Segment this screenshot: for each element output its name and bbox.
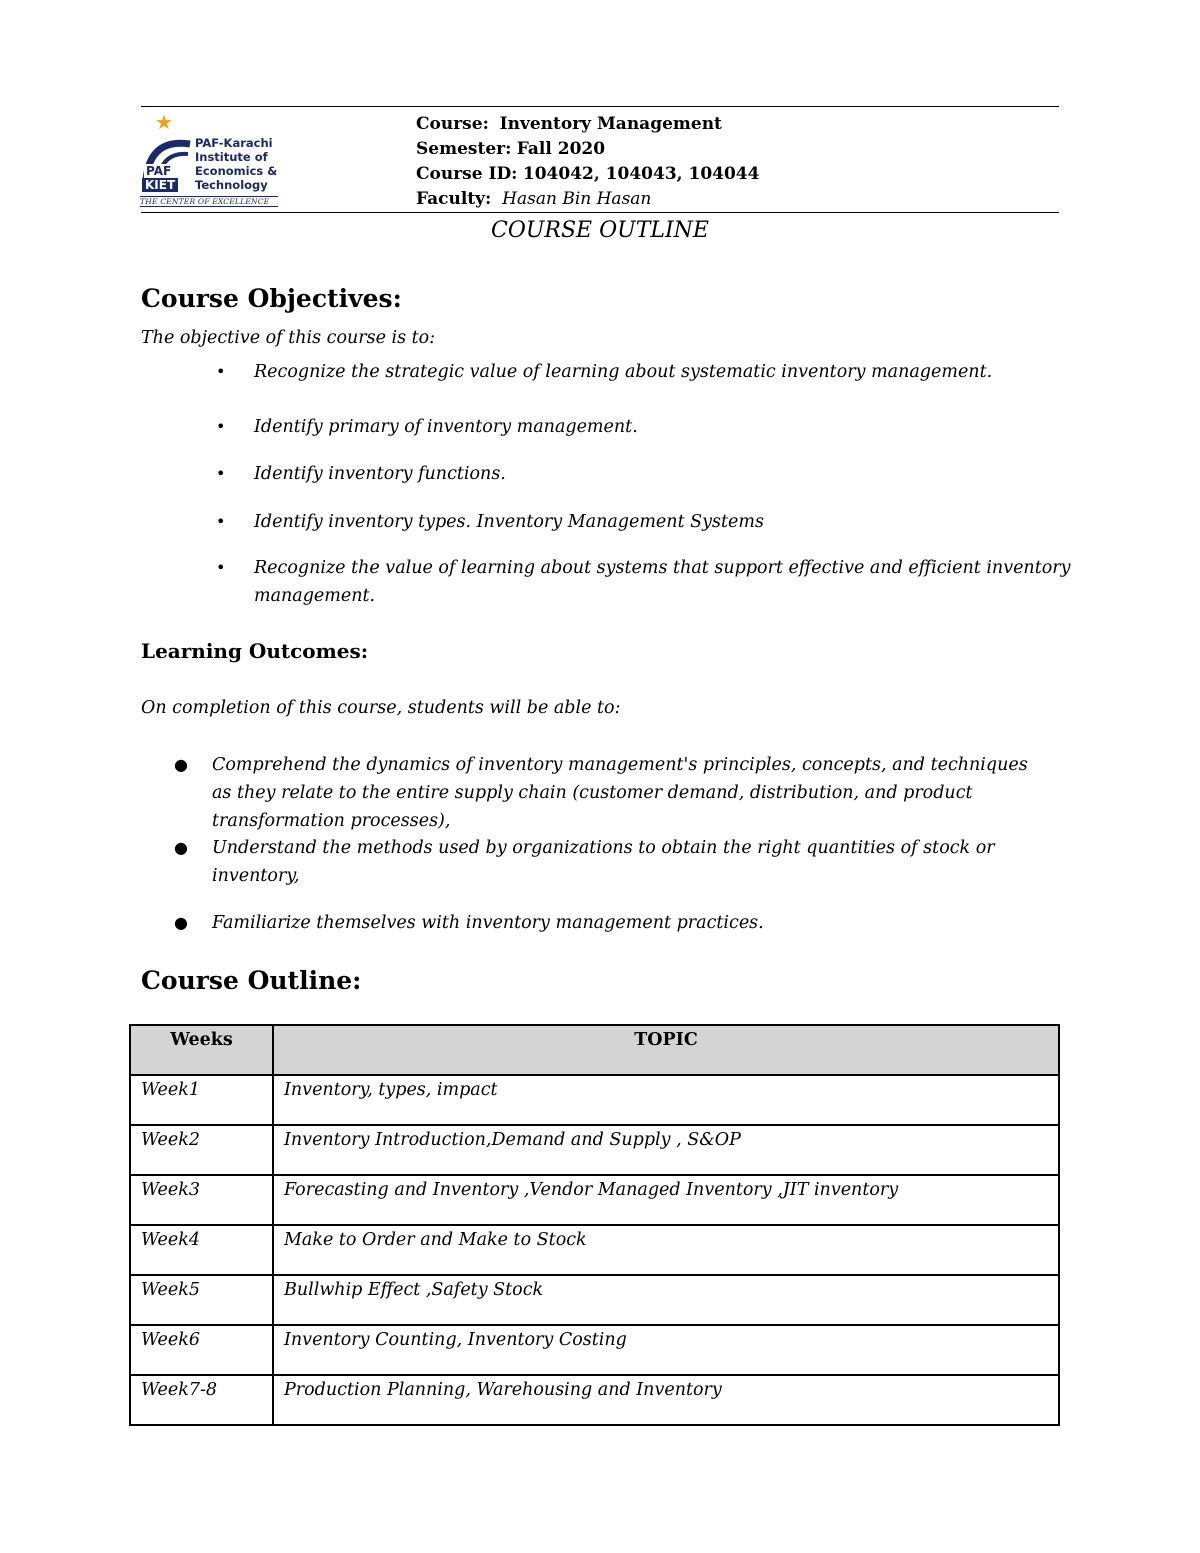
semester-row: [416, 137, 759, 162]
list-item: ● Understand the methods used by organizations to obtain the right quantities of stock or inventory,: [174, 838, 995, 886]
table-row: [130, 1175, 1059, 1225]
topic-cell: Inventory Counting, Inventory Costing: [273, 1325, 1059, 1375]
week-cell: Week2: [130, 1125, 273, 1175]
document-title: COURSE OUTLINE: [491, 218, 709, 243]
list-item: • Recognize the value of learning about systems that support effective and efficient inventory management.: [216, 558, 1071, 606]
logo-name-line: Institute of: [195, 150, 268, 164]
course-id-label: Course ID:: [416, 164, 518, 184]
outcome-text: Comprehend the dynamics of inventory management's principles, concepts, and techniques as they relate to the entire supply chain (customer demand, distribution, and product transformation processes),: [212, 755, 1028, 831]
course-row: [416, 112, 759, 137]
faculty-row: [416, 187, 759, 212]
list-item: • Identify inventory functions.: [216, 464, 506, 484]
objectives-heading: Course Objectives:: [141, 284, 402, 313]
week-cell: Week5: [130, 1275, 273, 1325]
table-row: [130, 1375, 1059, 1425]
outcome-text: Understand the methods used by organizations to obtain the right quantities of stock or inventory,: [212, 838, 995, 886]
topic-cell: Bullwhip Effect ,Safety Stock: [273, 1275, 1059, 1325]
table-row: [130, 1325, 1059, 1375]
header-top-rule: [141, 106, 1059, 107]
outcome-text: Familiarize themselves with inventory management practices.: [212, 913, 764, 933]
institute-logo: [138, 112, 283, 207]
column-header-weeks: Weeks: [130, 1025, 273, 1075]
course-outline-table: [129, 1024, 1060, 1426]
objective-text: Identify inventory functions.: [254, 464, 506, 484]
logo-tagline: THE CENTER OF EXCELLENCE: [140, 196, 278, 207]
table-row: [130, 1125, 1059, 1175]
star-icon: ★: [155, 110, 173, 134]
faculty-label: Faculty:: [416, 189, 492, 209]
week-cell: Week7-8: [130, 1375, 273, 1425]
logo-badge-top: PAF: [146, 164, 172, 178]
outline-heading: Course Outline:: [141, 966, 362, 995]
topic-cell: Inventory Introduction,Demand and Supply , S&OP: [273, 1125, 1059, 1175]
topic-cell: Inventory, types, impact: [273, 1075, 1059, 1125]
objective-text: Recognize the value of learning about systems that support effective and efficient inventory management.: [254, 558, 1071, 606]
topic-cell: Forecasting and Inventory ,Vendor Managed Inventory ,JIT inventory: [273, 1175, 1059, 1225]
logo-institute-name: [195, 136, 277, 192]
outcomes-intro: On completion of this course, students will be able to:: [141, 698, 621, 718]
list-item: • Identify inventory types. Inventory Management Systems: [216, 512, 764, 532]
list-item: ● Familiarize themselves with inventory management practices.: [174, 913, 764, 933]
header-bottom-rule: [141, 212, 1059, 213]
list-item: • Recognize the strategic value of learning about systematic inventory management.: [216, 362, 993, 382]
week-cell: Week1: [130, 1075, 273, 1125]
week-cell: Week3: [130, 1175, 273, 1225]
faculty-value: Hasan Bin Hasan: [502, 189, 652, 209]
table-row: [130, 1225, 1059, 1275]
logo-name-line: Economics &: [195, 164, 278, 178]
semester-value: Fall 2020: [516, 139, 606, 159]
topic-cell: Make to Order and Make to Stock: [273, 1225, 1059, 1275]
logo-name-line: PAF-Karachi: [195, 136, 273, 150]
logo-badge-bottom: KIET: [142, 178, 178, 192]
objective-text: Recognize the strategic value of learning about systematic inventory management.: [254, 362, 993, 382]
table-row: [130, 1275, 1059, 1325]
week-cell: Week4: [130, 1225, 273, 1275]
objectives-intro: The objective of this course is to:: [141, 328, 436, 348]
objective-text: Identify primary of inventory management.: [254, 417, 638, 437]
list-item: ● Comprehend the dynamics of inventory management's principles, concepts, and techniques as they relate to the entire supply chain (customer demand, distribution, and product transformation processes),: [174, 755, 1028, 831]
list-item: • Identify primary of inventory management.: [216, 417, 638, 437]
table-header-row: [130, 1025, 1059, 1075]
course-info-header: [416, 112, 759, 212]
semester-label: Semester:: [416, 139, 512, 159]
topic-cell: Production Planning, Warehousing and Inventory: [273, 1375, 1059, 1425]
course-label: Course:: [416, 114, 489, 134]
course-id-value: 104042, 104043, 104044: [522, 164, 760, 184]
week-cell: Week6: [130, 1325, 273, 1375]
course-id-row: [416, 162, 759, 187]
course-value: Inventory Management: [499, 114, 722, 134]
table-row: [130, 1075, 1059, 1125]
logo-name-line: Technology: [195, 178, 268, 192]
outcomes-heading: Learning Outcomes:: [141, 639, 369, 663]
objective-text: Identify inventory types. Inventory Management Systems: [254, 512, 764, 532]
column-header-topic: TOPIC: [273, 1025, 1059, 1075]
